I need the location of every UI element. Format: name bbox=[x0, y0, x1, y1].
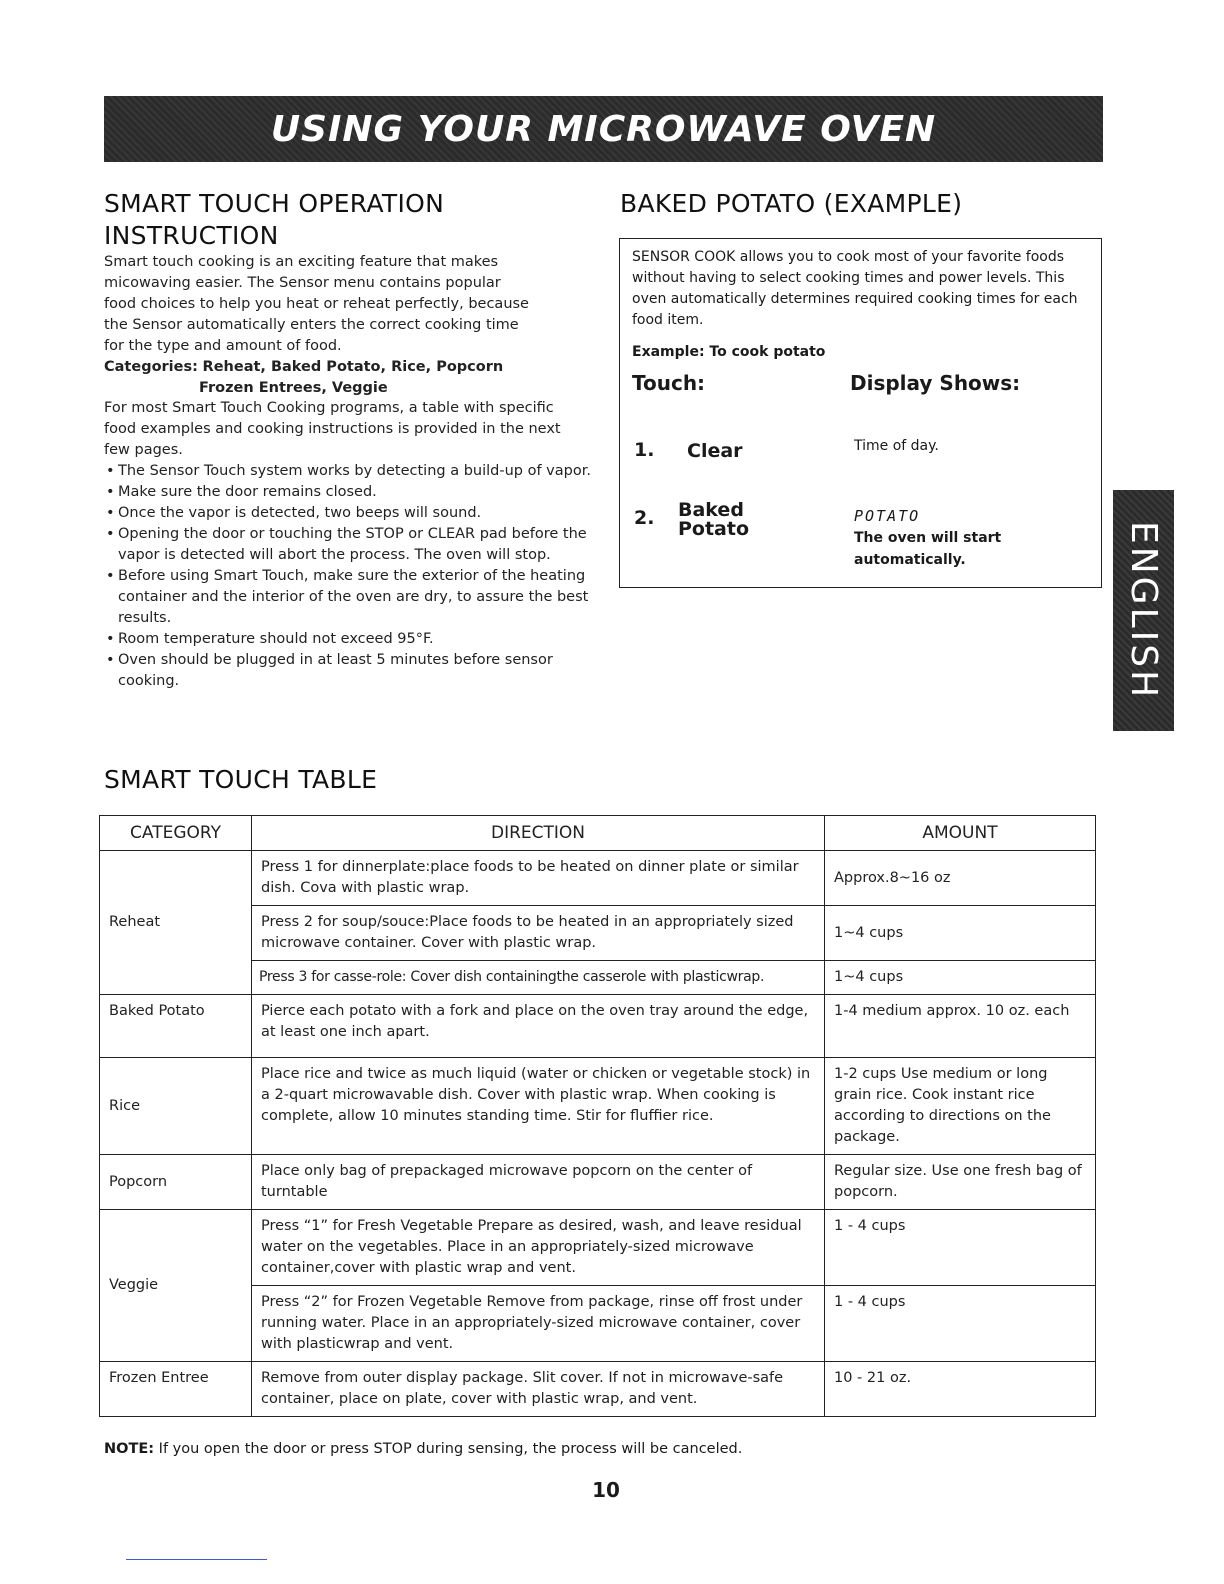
table-row bbox=[100, 995, 1096, 1058]
direction-cell: Remove from outer display package. Slit cover. If not in microwave-safe container, place on plate, cover with plastic wrap, and vent. bbox=[252, 1362, 825, 1417]
category-cell: Baked Potato bbox=[100, 995, 252, 1058]
category-cell: Veggie bbox=[100, 1210, 252, 1362]
table-row bbox=[100, 1210, 1096, 1286]
step-key-clear: Clear bbox=[687, 440, 743, 462]
bullet-item: • Room temperature should not exceed 95°F. bbox=[104, 629, 594, 650]
intro-line: micowaving easier. The Sensor menu contains popular bbox=[104, 275, 501, 291]
categories-line bbox=[104, 357, 594, 378]
language-tab bbox=[1113, 490, 1174, 731]
categories-values-2: Frozen Entrees, Veggie bbox=[199, 380, 388, 396]
amount-cell: 1-4 medium approx. 10 oz. each bbox=[825, 995, 1096, 1058]
direction-cell: Place rice and twice as much liquid (water or chicken or vegetable stock) in a 2-quart microwavable dish. Cover with plastic wrap. When cooking is complete, allow 10 minutes standing time. Stir for fluffier rice. bbox=[252, 1058, 825, 1155]
bullet-item: • Opening the door or touching the STOP or CLEAR pad before the vapor is detected will abort the process. The oven will stop. bbox=[104, 524, 594, 566]
direction-cell: Press 1 for dinnerplate:place foods to be heated on dinner plate or similar dish. Cova with plastic wrap. bbox=[252, 851, 825, 906]
step-number: 2. bbox=[634, 507, 655, 529]
smart-touch-bullets bbox=[104, 461, 594, 692]
amount-cell: 1~4 cups bbox=[825, 961, 1096, 995]
direction-cell: Press 3 for casse-role: Cover dish containingthe casserole with plasticwrap. bbox=[252, 961, 825, 995]
smart-touch-table bbox=[99, 815, 1096, 1417]
example-label: Example: To cook potato bbox=[632, 344, 826, 360]
programs-line: food examples and cooking instructions is provided in the next bbox=[104, 421, 561, 437]
intro-line: for the type and amount of food. bbox=[104, 338, 342, 354]
amount-cell: 1-2 cups Use medium or long grain rice. Cook instant rice according to directions on the package. bbox=[825, 1058, 1096, 1155]
lcd-readout: POTATO bbox=[854, 507, 921, 525]
table-header-row bbox=[100, 816, 1096, 851]
amount-cell: 1~4 cups bbox=[825, 906, 1096, 961]
baked-potato-box bbox=[619, 238, 1102, 588]
touch-label: Touch: bbox=[632, 371, 706, 395]
sensor-cook-intro: SENSOR COOK allows you to cook most of your favorite foods without having to select cooking times and power levels. This oven automatically determines required cooking times for each food item. bbox=[632, 249, 1078, 328]
categories-label: Categories: bbox=[104, 359, 198, 375]
amount-cell: Approx.8~16 oz bbox=[825, 851, 1096, 906]
bullet-item: • Make sure the door remains closed. bbox=[104, 482, 594, 503]
amount-cell: 10 - 21 oz. bbox=[825, 1362, 1096, 1417]
language-tab-label: ENGLISH bbox=[1123, 520, 1164, 701]
intro-line: food choices to help you heat or reheat perfectly, because bbox=[104, 296, 529, 312]
step-display: Time of day. bbox=[854, 438, 939, 454]
page-number: 10 bbox=[592, 1478, 620, 1502]
bullet-item: • Before using Smart Touch, make sure the exterior of the heating container and the interior of the oven are dry, to assure the best results. bbox=[104, 566, 594, 629]
step-number: 1. bbox=[634, 439, 655, 461]
note bbox=[104, 1441, 742, 1457]
category-cell: Reheat bbox=[100, 851, 252, 995]
step-key-baked-potato: Baked Potato bbox=[678, 499, 750, 540]
categories-values: Reheat, Baked Potato, Rice, Popcorn bbox=[202, 359, 504, 375]
table-row bbox=[100, 1362, 1096, 1417]
direction-cell: Press “1” for Fresh Vegetable Prepare as desired, wash, and leave residual water on the vegetables. Place in an appropriately-sized microwave container,cover with plastic wrap and vent. bbox=[252, 1210, 825, 1286]
category-cell: Rice bbox=[100, 1058, 252, 1155]
table-row bbox=[100, 851, 1096, 906]
column-header: DIRECTION bbox=[252, 816, 825, 851]
baked-potato-heading: BAKED POTATO (EXAMPLE) bbox=[620, 189, 963, 218]
column-header: CATEGORY bbox=[100, 816, 252, 851]
programs-line: For most Smart Touch Cooking programs, a table with specific bbox=[104, 400, 554, 416]
display-label: Display Shows: bbox=[850, 371, 1021, 395]
column-header: AMOUNT bbox=[825, 816, 1096, 851]
smart-touch-body bbox=[104, 252, 594, 692]
smart-touch-table-heading: SMART TOUCH TABLE bbox=[104, 765, 378, 794]
direction-cell: Press 2 for soup/souce:Place foods to be heated in an appropriately sized microwave container. Cover with plastic wrap. bbox=[252, 906, 825, 961]
bullet-item: • Once the vapor is detected, two beeps will sound. bbox=[104, 503, 594, 524]
amount-cell: 1 - 4 cups bbox=[825, 1210, 1096, 1286]
note-text: If you open the door or press STOP during sensing, the process will be canceled. bbox=[154, 1441, 743, 1457]
table-row bbox=[100, 1058, 1096, 1155]
bullet-item: • The Sensor Touch system works by detecting a build-up of vapor. bbox=[104, 461, 594, 482]
intro-line: the Sensor automatically enters the correct cooking time bbox=[104, 317, 519, 333]
category-cell: Frozen Entree bbox=[100, 1362, 252, 1417]
amount-cell: Regular size. Use one fresh bag of popcorn. bbox=[825, 1155, 1096, 1210]
note-label: NOTE: bbox=[104, 1441, 155, 1457]
smart-touch-heading: SMART TOUCH OPERATION INSTRUCTION bbox=[104, 189, 445, 250]
category-cell: Popcorn bbox=[100, 1155, 252, 1210]
step-display: POTATO The oven will start automatically. bbox=[854, 505, 1024, 571]
direction-cell: Place only bag of prepackaged microwave popcorn on the center of turntable bbox=[252, 1155, 825, 1210]
page-banner bbox=[104, 96, 1103, 162]
intro-line: Smart touch cooking is an exciting feature that makes bbox=[104, 254, 499, 270]
direction-cell: Press “2” for Frozen Vegetable Remove from package, rinse off frost under running water. Place in an appropriately-sized microwave container, cover with plasticwrap and vent. bbox=[252, 1286, 825, 1362]
bullet-item: • Oven should be plugged in at least 5 minutes before sensor cooking. bbox=[104, 650, 594, 692]
banner-title: USING YOUR MICROWAVE OVEN bbox=[270, 108, 937, 150]
table-row bbox=[100, 1155, 1096, 1210]
footer-rule bbox=[126, 1559, 267, 1560]
amount-cell: 1 - 4 cups bbox=[825, 1286, 1096, 1362]
programs-line: few pages. bbox=[104, 442, 183, 458]
direction-cell: Pierce each potato with a fork and place on the oven tray around the edge, at least one inch apart. bbox=[252, 995, 825, 1058]
